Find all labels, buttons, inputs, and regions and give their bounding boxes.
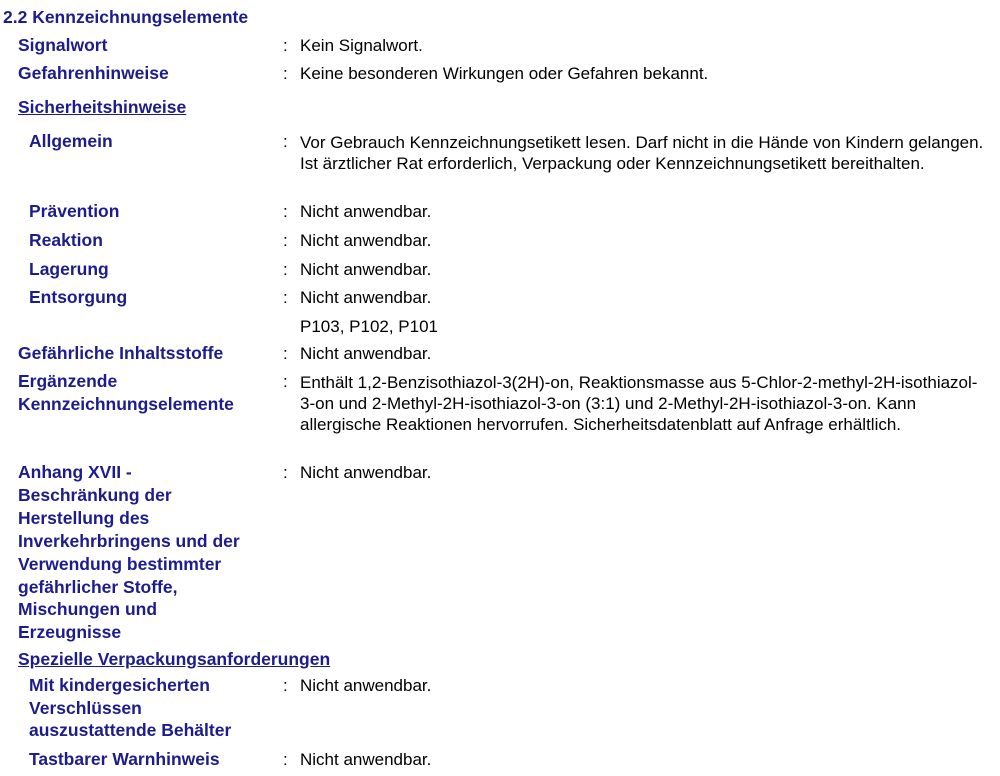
kindersicher-colon: : xyxy=(283,676,288,695)
signalwort-label: Signalwort xyxy=(18,35,108,55)
kindersicher-label-line: auszustattende Behälter xyxy=(29,720,232,740)
reaktion-colon: : xyxy=(283,231,288,250)
allgemein-colon: : xyxy=(283,132,288,151)
kindersicher-value: Nicht anwendbar. xyxy=(300,676,432,695)
ergaenzende-value: Enthält 1,2-Benzisothiazol-3(2H)-on, Reaktionsmasse aus 5-Chlor-2-methyl-2H-isothiazol-3-on und 2-Methyl-2H-isothiazol-3-on (3:1) und 2-Methyl-2H-isothiazol-3-on. Kann allergische Reaktionen hervorrufen. Sicherheitsdatenblatt auf Anfrage erhältlich. xyxy=(300,373,978,434)
lagerung-value: Nicht anwendbar. xyxy=(300,260,432,279)
ergaenzende-label-line1: Ergänzende xyxy=(18,371,118,391)
tastbar-label: Tastbarer Warnhinweis xyxy=(29,749,220,769)
gefaehrliche-inhaltsstoffe-label: Gefährliche Inhaltsstoffe xyxy=(18,343,224,363)
gefaehrliche-inhaltsstoffe-colon: : xyxy=(283,344,288,363)
anhang-label-line: Verwendung bestimmter xyxy=(18,554,222,574)
lagerung-colon: : xyxy=(283,260,288,279)
tastbar-value: Nicht anwendbar. xyxy=(300,750,432,769)
anhang-colon: : xyxy=(283,463,288,482)
entsorgung-label: Entsorgung xyxy=(29,287,128,307)
gefahrenhinweise-colon: : xyxy=(283,64,288,83)
allgemein-value: Vor Gebrauch Kennzeichnungsetikett lesen. Darf nicht in die Hände von Kindern gelangen. Ist ärztlicher Rat erforderlich, Verpackung oder Kennzeichnungsetikett bereithalten. xyxy=(300,133,984,173)
p-codes: P103, P102, P101 xyxy=(300,317,439,336)
anhang-label-line: Anhang XVII - xyxy=(18,462,132,482)
anhang-label-line: Mischungen und xyxy=(18,599,158,619)
anhang-label-line: gefährlicher Stoffe, xyxy=(18,577,178,597)
verpackung-title[interactable]: Spezielle Verpackungsanforderungen xyxy=(18,649,331,669)
anhang-label-line: Herstellung des xyxy=(18,508,150,528)
sicherheitshinweise-title[interactable]: Sicherheitshinweise xyxy=(18,97,187,117)
section-heading: 2.2 Kennzeichnungselemente xyxy=(3,7,249,27)
praevention-value: Nicht anwendbar. xyxy=(300,202,432,221)
allgemein-label: Allgemein xyxy=(29,131,113,151)
praevention-label: Prävention xyxy=(29,201,120,221)
gefahrenhinweise-value: Keine besonderen Wirkungen oder Gefahren bekannt. xyxy=(300,64,709,83)
signalwort-value: Kein Signalwort. xyxy=(300,36,423,55)
anhang-label-line: Erzeugnisse xyxy=(18,622,122,642)
ergaenzende-colon: : xyxy=(283,372,288,391)
anhang-label-line: Inverkehrbringens und der xyxy=(18,531,240,551)
lagerung-label: Lagerung xyxy=(29,259,109,279)
anhang-label-line: Beschränkung der xyxy=(18,485,172,505)
signalwort-colon: : xyxy=(283,36,288,55)
anhang-value: Nicht anwendbar. xyxy=(300,463,432,482)
reaktion-label: Reaktion xyxy=(29,230,103,250)
tastbar-colon: : xyxy=(283,750,288,769)
entsorgung-value: Nicht anwendbar. xyxy=(300,288,432,307)
kindersicher-label-line: Verschlüssen xyxy=(29,698,142,718)
gefaehrliche-inhaltsstoffe-value: Nicht anwendbar. xyxy=(300,344,432,363)
reaktion-value: Nicht anwendbar. xyxy=(300,231,432,250)
praevention-colon: : xyxy=(283,202,288,221)
ergaenzende-label-line2: Kennzeichnungselemente xyxy=(18,394,234,414)
gefahrenhinweise-label: Gefahrenhinweise xyxy=(18,63,169,83)
entsorgung-colon: : xyxy=(283,288,288,307)
kindersicher-label-line: Mit kindergesicherten xyxy=(29,675,210,695)
